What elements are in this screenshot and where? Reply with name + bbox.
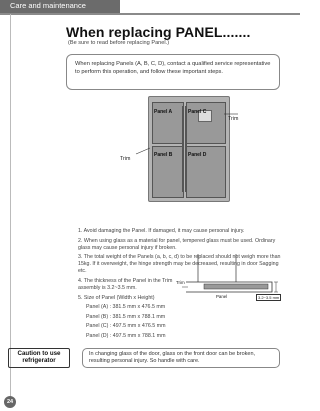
step-5: 5. Size of Panel (Width x Height) bbox=[78, 294, 155, 301]
size-panel-c: Panel (C) : 497.5 mm x 476.5 mm bbox=[86, 323, 166, 330]
panel-c-label: Panel C bbox=[188, 109, 207, 115]
section-header-label: Care and maintenance bbox=[10, 1, 86, 10]
caution-text: In changing glass of the door, glass on the front door can be broken, resulting personal injury. So handle with care. bbox=[89, 351, 256, 365]
trim-diagram-panel-label: Panel bbox=[216, 294, 228, 299]
panel-a-label: Panel A bbox=[154, 109, 173, 115]
caution-box bbox=[82, 348, 280, 368]
trim-label-left: Trim bbox=[120, 156, 131, 162]
trim-diagram-trim-label: Trim bbox=[176, 280, 185, 285]
step-2: 2. When using glass as a material for panel, tempered glass must be used. Ordinary glass may cause personal injury if broken. bbox=[78, 237, 276, 251]
panel-b-label: Panel B bbox=[154, 152, 173, 158]
page-subtitle: (Be sure to read before replacing Panel.) bbox=[68, 40, 170, 46]
refrigerator-diagram bbox=[120, 94, 250, 202]
trim-callout-lines bbox=[120, 94, 250, 202]
page-title: When replacing PANEL....... bbox=[66, 24, 251, 40]
size-panel-d: Panel (D) : 497.5 mm x 788.1 mm bbox=[86, 332, 166, 339]
size-panel-b: Panel (B) : 381.5 mm x 788.1 mm bbox=[86, 313, 166, 320]
step-4: 4. The thickness of the Panel in the Trim assembly is 3.2~3.5 mm. bbox=[78, 278, 173, 292]
section-header-tab bbox=[0, 0, 120, 13]
trim-cross-section-diagram bbox=[176, 252, 288, 302]
step-3: 3. The total weight of the Panels (a, b, c, d) to be replaced should not weigh more than 15kg. If it overweight, the hinge strength may be decreased, resulting in door Sagging etc. bbox=[78, 254, 281, 275]
header-rule bbox=[0, 13, 300, 15]
size-panel-a: Panel (A) : 381.5 mm x 476.5 mm bbox=[86, 304, 166, 311]
panel-d-label: Panel D bbox=[188, 152, 207, 158]
page-number: 24 bbox=[4, 396, 16, 408]
left-margin-rule bbox=[10, 14, 11, 398]
important-note-box bbox=[66, 54, 280, 90]
trim-diagram-thickness-label: 3.2~3.5 mm bbox=[258, 295, 280, 300]
important-note-text: When replacing Panels (A, B, C, D), contact a qualified service representative to perform this operation, and follow these important steps. bbox=[75, 61, 271, 75]
step-1: 1. Avoid damaging the Panel. If damaged, it may cause personal injury. bbox=[78, 228, 245, 234]
trim-label-right: Trim bbox=[228, 116, 239, 122]
caution-label: Caution to use refrigerator bbox=[8, 348, 70, 368]
